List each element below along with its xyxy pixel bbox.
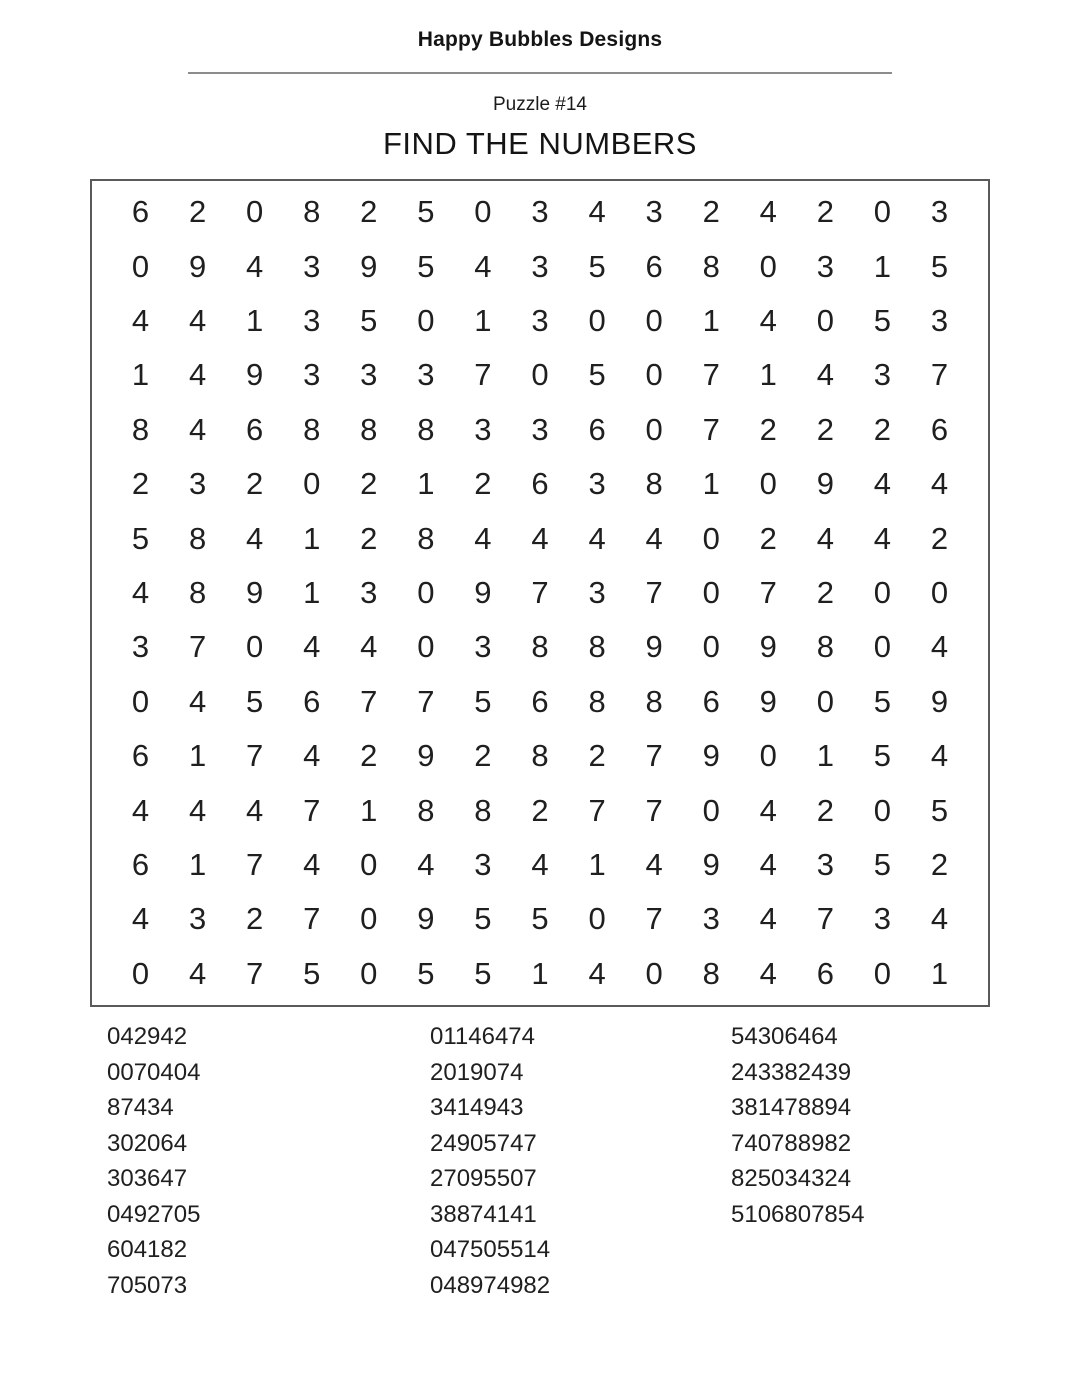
grid-cell: 0	[531, 357, 549, 393]
number-list-col-3	[731, 1019, 864, 1232]
list-item: 042942	[107, 1023, 188, 1050]
grid-cell: 0	[873, 629, 892, 665]
grid-cell: 7	[588, 792, 606, 828]
grid-cell: 3	[360, 357, 378, 393]
grid-cell: 2	[360, 520, 378, 556]
grid-cell: 7	[645, 901, 663, 937]
grid-cell: 5	[360, 302, 378, 338]
list-item: 303647	[107, 1165, 188, 1192]
grid-cell: 6	[588, 411, 606, 447]
list-item: 54306464	[731, 1023, 838, 1050]
grid-cell: 4	[131, 302, 150, 338]
grid-cell: 6	[645, 248, 663, 284]
grid-cell: 1	[417, 466, 435, 502]
grid-cell: 4	[816, 520, 834, 556]
grid-cell: 1	[188, 738, 207, 774]
grid-cell: 9	[417, 901, 435, 937]
grid-cell: 5	[873, 846, 892, 882]
grid-cell: 7	[474, 357, 492, 393]
grid-cell: 9	[246, 574, 264, 610]
grid-cell: 7	[531, 574, 549, 610]
list-item: 27095507	[430, 1165, 537, 1192]
grid-cell: 4	[873, 520, 892, 556]
grid-cell: 3	[131, 629, 150, 665]
grid-cell: 4	[930, 466, 949, 502]
grid-cell: 6	[131, 194, 150, 230]
grid-cell: 8	[531, 738, 549, 774]
grid-cell: 2	[188, 194, 207, 230]
grid-cell: 0	[131, 683, 150, 719]
grid-cell: 0	[816, 302, 834, 338]
grid-cell: 4	[759, 792, 777, 828]
grid-cell: 4	[474, 248, 492, 284]
grid-cell: 0	[131, 955, 150, 991]
grid-cell: 3	[188, 901, 207, 937]
grid-cell: 2	[246, 466, 264, 502]
grid-cell: 2	[360, 738, 378, 774]
grid-cell: 4	[360, 629, 378, 665]
grid-cell: 8	[474, 792, 492, 828]
grid-cell: 2	[702, 194, 720, 230]
grid-cell: 3	[588, 466, 606, 502]
grid-cell: 1	[930, 955, 949, 991]
grid-cell: 1	[303, 520, 321, 556]
grid-cell: 7	[702, 411, 720, 447]
grid-cell: 5	[930, 248, 949, 284]
grid-cell: 4	[588, 520, 606, 556]
grid-cell: 9	[702, 846, 720, 882]
grid-cell: 8	[531, 629, 549, 665]
grid-cell: 0	[759, 738, 777, 774]
grid-cell: 3	[873, 901, 892, 937]
grid-cell: 4	[131, 574, 150, 610]
grid-cell: 0	[702, 574, 720, 610]
grid-cell: 4	[188, 955, 207, 991]
grid-cell: 2	[360, 194, 378, 230]
list-item: 381478894	[731, 1094, 852, 1121]
grid-cell: 7	[645, 792, 663, 828]
grid-cell: 3	[816, 846, 834, 882]
grid-cell: 3	[531, 194, 549, 230]
grid-cell: 9	[759, 629, 777, 665]
grid-cell: 0	[759, 248, 777, 284]
page-title: FIND THE NUMBERS	[382, 126, 697, 161]
grid-cell: 7	[645, 738, 663, 774]
grid-cell: 9	[702, 738, 720, 774]
grid-cell: 2	[930, 520, 949, 556]
grid-cell: 3	[930, 194, 949, 230]
grid-cell: 6	[930, 411, 949, 447]
grid-cell: 1	[131, 357, 150, 393]
list-item: 243382439	[731, 1058, 852, 1086]
grid-cell: 3	[873, 357, 892, 393]
grid-cell: 7	[303, 901, 321, 937]
grid-cell: 2	[246, 901, 264, 937]
grid-cell: 8	[702, 955, 720, 991]
grid-cell: 4	[188, 357, 207, 393]
number-list-col-2	[430, 1019, 550, 1303]
grid-cell: 8	[417, 411, 435, 447]
grid-cell: 4	[759, 901, 777, 937]
grid-cell: 1	[759, 357, 777, 393]
grid-cell: 4	[930, 629, 949, 665]
grid-cell: 8	[417, 520, 435, 556]
grid-cell: 0	[417, 629, 435, 665]
grid-cell: 3	[531, 248, 549, 284]
grid-cell: 9	[816, 466, 834, 502]
grid-cell: 2	[816, 574, 834, 610]
grid-cell: 4	[588, 194, 606, 230]
grid-cell: 7	[759, 574, 777, 610]
list-item: 5106807854	[731, 1200, 865, 1228]
grid-cell: 2	[360, 466, 378, 502]
grid-cell: 0	[702, 520, 720, 556]
grid-cell: 5	[873, 683, 892, 719]
grid-cell: 4	[131, 792, 150, 828]
grid-cell: 6	[303, 683, 321, 719]
grid-cell: 0	[360, 901, 378, 937]
grid-cell: 3	[588, 574, 606, 610]
grid-cell: 4	[246, 520, 264, 556]
grid-cell: 5	[474, 901, 492, 937]
grid-cell: 3	[702, 901, 720, 937]
grid-cell: 4	[474, 520, 492, 556]
grid-cell: 9	[188, 248, 207, 284]
grid-cell: 7	[417, 683, 435, 719]
grid-cell: 0	[645, 357, 663, 393]
grid-cell: 0	[588, 302, 606, 338]
grid-cell: 0	[645, 955, 663, 991]
grid-cell: 9	[759, 683, 777, 719]
grid-cell: 1	[873, 248, 892, 284]
list-item: 705073	[107, 1271, 188, 1299]
grid-cell: 0	[360, 846, 378, 882]
grid-cell: 7	[360, 683, 378, 719]
grid-cell: 4	[531, 846, 549, 882]
list-item: 38874141	[430, 1200, 537, 1228]
grid-cell: 7	[816, 901, 834, 937]
number-list	[0, 1019, 1080, 1349]
grid-cell: 4	[246, 792, 264, 828]
grid-cell: 5	[873, 302, 892, 338]
grid-cell: 5	[588, 248, 606, 284]
list-item: 3414943	[430, 1094, 524, 1121]
grid-cell: 4	[930, 738, 949, 774]
grid-cell: 4	[417, 846, 435, 882]
grid-cell: 3	[474, 411, 492, 447]
grid-cell: 0	[645, 302, 663, 338]
grid-cell: 7	[246, 738, 264, 774]
grid-cell: 0	[873, 194, 892, 230]
grid-cell: 7	[303, 792, 321, 828]
grid-cell: 1	[531, 955, 549, 991]
grid-cell: 4	[645, 846, 663, 882]
grid-cell: 1	[246, 302, 264, 338]
grid-cell: 7	[702, 357, 720, 393]
list-item: 047505514	[430, 1236, 551, 1263]
grid-cell: 0	[303, 466, 321, 502]
grid-cell: 5	[873, 738, 892, 774]
list-item: 2019074	[430, 1058, 524, 1086]
grid-cell: 4	[930, 901, 949, 937]
grid-cell: 8	[645, 683, 663, 719]
grid-cell: 0	[246, 629, 264, 665]
grid-cell: 6	[131, 846, 150, 882]
grid-cell: 0	[588, 901, 606, 937]
number-grid	[90, 179, 990, 1007]
list-item: 048974982	[430, 1271, 551, 1299]
grid-cell: 7	[246, 955, 264, 991]
grid-cell: 3	[930, 302, 949, 338]
grid-cell: 4	[873, 466, 892, 502]
grid-cell: 7	[645, 574, 663, 610]
grid-cell: 9	[246, 357, 264, 393]
grid-cell: 8	[588, 683, 606, 719]
grid-cell: 3	[531, 411, 549, 447]
grid-cell: 7	[930, 357, 949, 393]
grid-cell: 2	[474, 466, 492, 502]
grid-cell: 1	[303, 574, 321, 610]
grid-cell: 8	[188, 520, 207, 556]
grid-cell: 0	[759, 466, 777, 502]
grid-cell: 3	[360, 574, 378, 610]
grid-cell: 0	[873, 955, 892, 991]
grid-cell: 4	[188, 302, 207, 338]
grid-cell: 8	[188, 574, 207, 610]
grid-cell: 3	[531, 302, 549, 338]
grid-cell: 8	[131, 411, 150, 447]
brand-title: Happy Bubbles Designs	[417, 28, 663, 51]
grid-cell: 0	[246, 194, 264, 230]
grid-cell: 0	[417, 302, 435, 338]
grid-cell: 5	[417, 194, 435, 230]
grid-cell: 6	[816, 955, 834, 991]
grid-cell: 5	[303, 955, 321, 991]
list-item: 604182	[107, 1236, 188, 1263]
list-item: 87434	[107, 1094, 174, 1121]
grid-cell: 3	[474, 629, 492, 665]
grid-cell: 1	[702, 466, 720, 502]
grid-cell: 3	[303, 302, 321, 338]
grid-cell: 4	[303, 629, 321, 665]
grid-cell: 4	[131, 901, 150, 937]
grid-cell: 5	[531, 901, 549, 937]
grid-cell: 9	[360, 248, 378, 284]
grid-cell: 5	[588, 357, 606, 393]
list-item: 740788982	[731, 1129, 852, 1157]
grid-cell: 0	[930, 574, 949, 610]
page-header	[0, 0, 1080, 162]
grid-cell: 2	[816, 411, 834, 447]
grid-cell: 8	[360, 411, 378, 447]
grid-cell: 3	[816, 248, 834, 284]
grid-cell: 0	[131, 248, 150, 284]
grid-cell: 5	[246, 683, 264, 719]
grid-cell: 4	[759, 194, 777, 230]
grid-cell: 4	[816, 357, 834, 393]
grid-cell: 2	[759, 411, 777, 447]
list-item: 0492705	[107, 1200, 201, 1228]
grid-cell: 1	[702, 302, 720, 338]
list-item: 825034324	[731, 1165, 852, 1192]
grid-cell: 4	[645, 520, 663, 556]
grid-cell: 2	[930, 846, 949, 882]
grid-cell: 0	[873, 792, 892, 828]
grid-cell: 0	[816, 683, 834, 719]
grid-cell: 5	[417, 248, 435, 284]
grid-cell: 0	[360, 955, 378, 991]
grid-cell: 8	[303, 411, 321, 447]
grid-cell: 4	[303, 738, 321, 774]
grid-cell: 3	[645, 194, 663, 230]
grid-cell: 1	[360, 792, 378, 828]
grid-cell: 9	[645, 629, 663, 665]
grid-cell: 6	[131, 738, 150, 774]
grid-cell: 8	[303, 194, 321, 230]
grid-cell: 1	[474, 302, 492, 338]
grid-cell: 5	[474, 683, 492, 719]
grid-cell: 2	[531, 792, 549, 828]
grid-cell: 6	[531, 683, 549, 719]
grid-cell: 0	[873, 574, 892, 610]
grid-cell: 7	[246, 846, 264, 882]
grid-cell: 7	[188, 629, 207, 665]
grid-cell: 6	[531, 466, 549, 502]
grid-cell: 2	[816, 194, 834, 230]
grid-cell: 5	[930, 792, 949, 828]
grid-cell: 3	[303, 357, 321, 393]
grid-cell: 8	[645, 466, 663, 502]
header-divider	[188, 72, 892, 74]
grid-cell: 1	[816, 738, 834, 774]
grid-cell: 3	[303, 248, 321, 284]
grid-cell: 6	[246, 411, 264, 447]
grid-cell: 2	[474, 738, 492, 774]
grid-cell: 8	[702, 248, 720, 284]
grid-cell: 4	[188, 411, 207, 447]
puzzle-number: Puzzle #14	[492, 94, 587, 115]
grid-cell: 0	[474, 194, 492, 230]
grid-cell: 1	[188, 846, 207, 882]
grid-cell: 2	[759, 520, 777, 556]
grid-cell: 0	[702, 792, 720, 828]
grid-cell: 6	[702, 683, 720, 719]
grid-cell: 9	[474, 574, 492, 610]
grid-cell: 4	[531, 520, 549, 556]
grid-cell: 4	[588, 955, 606, 991]
list-item: 24905747	[430, 1129, 537, 1157]
grid-cell: 2	[816, 792, 834, 828]
grid-cell: 4	[759, 846, 777, 882]
list-item: 0070404	[107, 1058, 201, 1086]
grid-cell: 3	[474, 846, 492, 882]
grid-cell: 4	[759, 302, 777, 338]
number-list-col-1	[107, 1019, 200, 1303]
grid-cell: 4	[188, 683, 207, 719]
grid-cell: 2	[131, 466, 150, 502]
grid-cell: 4	[759, 955, 777, 991]
grid-cell: 0	[702, 629, 720, 665]
grid-cell: 3	[188, 466, 207, 502]
grid-cell: 5	[131, 520, 150, 556]
grid-cell: 8	[417, 792, 435, 828]
grid-cell: 4	[246, 248, 264, 284]
grid-cell: 8	[816, 629, 834, 665]
grid-cell: 4	[188, 792, 207, 828]
grid-cell: 9	[417, 738, 435, 774]
grid-cell: 3	[417, 357, 435, 393]
grid-cell: 1	[588, 846, 606, 882]
grid-cell: 5	[417, 955, 435, 991]
grid-cell: 0	[645, 411, 663, 447]
list-item: 302064	[107, 1129, 188, 1157]
grid-cell: 2	[873, 411, 892, 447]
grid-cell: 0	[417, 574, 435, 610]
grid-cell: 9	[930, 683, 949, 719]
grid-cell: 8	[588, 629, 606, 665]
list-item: 01146474	[430, 1023, 535, 1050]
grid-cell: 4	[303, 846, 321, 882]
grid-cell: 5	[474, 955, 492, 991]
grid-cell: 2	[588, 738, 606, 774]
